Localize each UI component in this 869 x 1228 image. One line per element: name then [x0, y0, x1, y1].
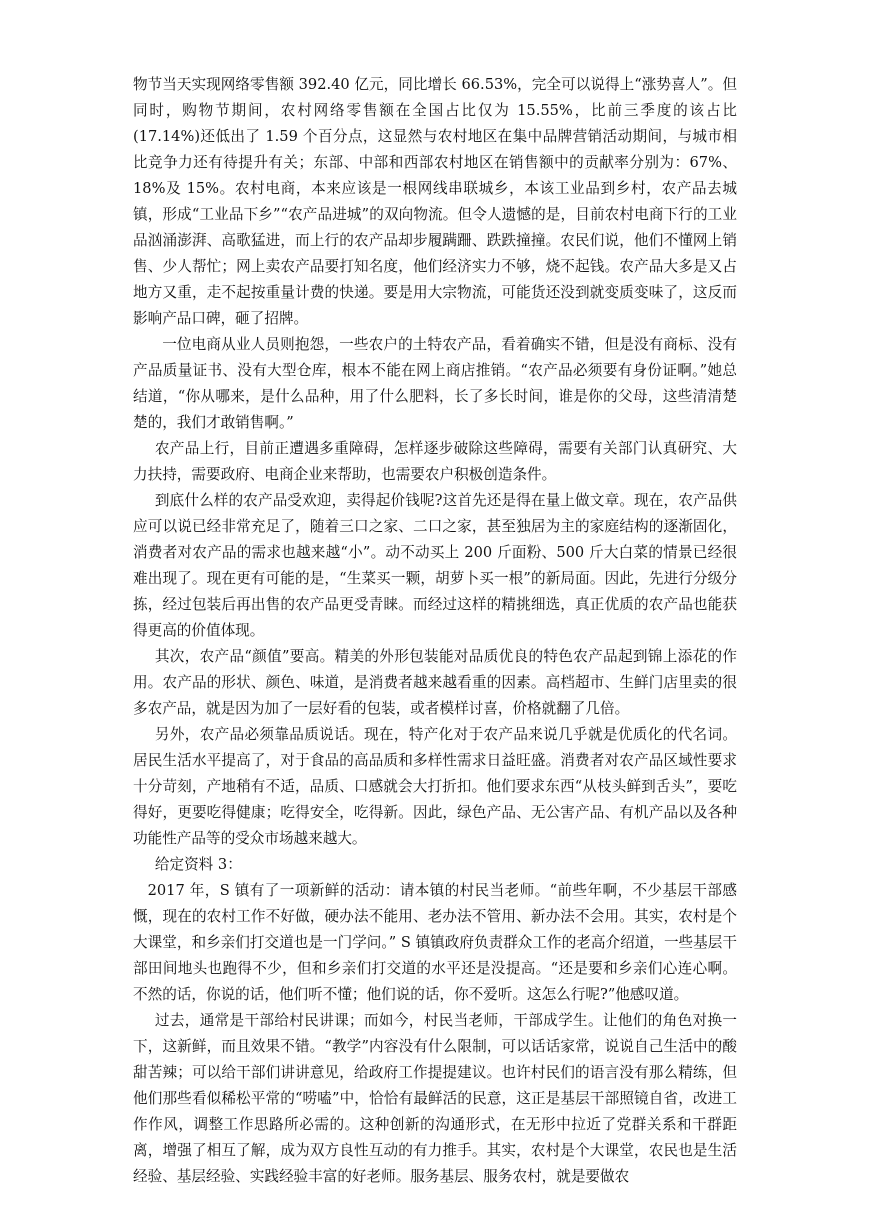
paragraph-3: 农产品上行，目前正遭遇多重障碍，怎样逐步破除这些障碍，需要有关部门认真研究、大力扶持，需要政府、电商企业来帮助，也需要农户积极创造条件。 — [133, 440, 737, 483]
section-label-material-3: 给定资料 3： — [154, 856, 242, 873]
paragraph-5: 其次，农产品“颜值”要高。精美的外形包装能对品质优良的特色农产品起到锦上添花的作用。农产品的形状、颜色、味道，是消费者越来越看重的因素。高档超市、生鲜门店里卖的很多农产品，就是因为加了一层好看的包装，或者模样讨喜，价格就翻了几倍。 — [133, 648, 737, 717]
document-page — [133, 72, 737, 1190]
paragraph-2: 一位电商从业人员则抱怨，一些农户的土特农产品，看着确实不错，但是没有商标、没有产品质量证书、没有大型仓库，根本不能在网上商店推销。“农产品必须要有身份证啊。”她总结道，“你从哪来，是什么品种，用了什么肥料，长了多长时间，谁是你的父母，这些清清楚楚的，我们才敢销售啊。” — [133, 336, 737, 431]
paragraph-8: 2017 年，S 镇有了一项新鲜的活动：请本镇的村民当老师。“前些年啊，不少基层干部感慨，现在的农村工作不好做，硬办法不能用、老办法不管用、新办法不会用。其实，农村是个大课堂，和乡亲们打交道也是一门学问。” S 镇镇政府负责群众工作的老高介绍道，一些基层干部田间地头也跑得不少，但和乡亲们打交道的水平还是没提高。“还是要和乡亲们心连心啊。不然的话，你说的话，他们听不懂；他们说的话，你不爱听。这怎么行呢?”他感叹道。 — [133, 882, 737, 1003]
paragraph-4: 到底什么样的农产品受欢迎，卖得起价钱呢?这首先还是得在量上做文章。现在，农产品供应可以说已经非常充足了，随着三口之家、二口之家，甚至独居为主的家庭结构的逐渐固化，消费者对农产品的需求也越来越“小”。动不动买上 200 斤面粉、500 斤大白菜的情景已经很难出现了。现在更有可能的是，“生菜买一颗，胡萝卜买一根”的新局面。因此，先进行分级分拣，经过包装后再出售的农产品更受青睐。而经过这样的精挑细选，真正优质的农产品也能获得更高的价值体现。 — [133, 492, 737, 639]
paragraph-1: 物节当天实现网络零售额 392.40 亿元，同比增长 66.53%，完全可以说得上“涨势喜人”。但同时，购物节期间，农村网络零售额在全国占比仅为 15.55%，比前三季度的该占比(17.14%)还低出了 1.59 个百分点，这显然与农村地区在集中品牌营销活动期间，与城市相比竞争力还有待提升有关；东部、中部和西部农村地区在销售额中的贡献率分别为：67%、18%及 15%。农村电商，本来应该是一根网线串联城乡，本该工业品到乡村，农产品去城镇，形成“工业品下乡”“农产品进城”的双向物流。但令人遗憾的是，目前农村电商下行的工业品汹涌澎湃、高歌猛进，而上行的农产品却步履蹒跚、跌跌撞撞。农民们说，他们不懂网上销售、少人帮忙；网上卖农产品要打知名度，他们经济实力不够，烧不起钱。农产品大多是又占地方又重，走不起按重量计费的快递。要是用大宗物流，可能货还没到就变质变味了，这反而影响产品口碑，砸了招牌。 — [133, 76, 737, 327]
paragraph-6: 另外，农产品必须靠品质说话。现在，特产化对于农产品来说几乎就是优质化的代名词。居民生活水平提高了，对于食品的高品质和多样性需求日益旺盛。消费者对农产品区域性要求十分苛刻，产地稍有不适，品质、口感就会大打折扣。他们要求东西“从枝头鲜到舌头”，要吃得好，更要吃得健康；吃得安全，吃得新。因此，绿色产品、无公害产品、有机产品以及各种功能性产品等的受众市场越来越大。 — [133, 726, 737, 847]
paragraph-9: 过去，通常是干部给村民讲课；而如今，村民当老师，干部成学生。让他们的角色对换一下，这新鲜，而且效果不错。“教学”内容没有什么限制，可以话话家常，说说自己生活中的酸甜苦辣；可以给干部们讲讲意见，给政府工作提提建议。也许村民们的语言没有那么精练，但他们那些看似稀松平常的“唠嗑”中，恰恰有最鲜活的民意，这正是基层干部照镜自省，改进工作作风，调整工作思路所必需的。这种创新的沟通形式，在无形中拉近了党群关系和干群距离，增强了相互了解，成为双方良性互动的有力推手。其实，农村是个大课堂，农民也是生活经验、基层经验、实践经验丰富的好老师。服务基层、服务农村，就是要做农 — [133, 1012, 737, 1185]
